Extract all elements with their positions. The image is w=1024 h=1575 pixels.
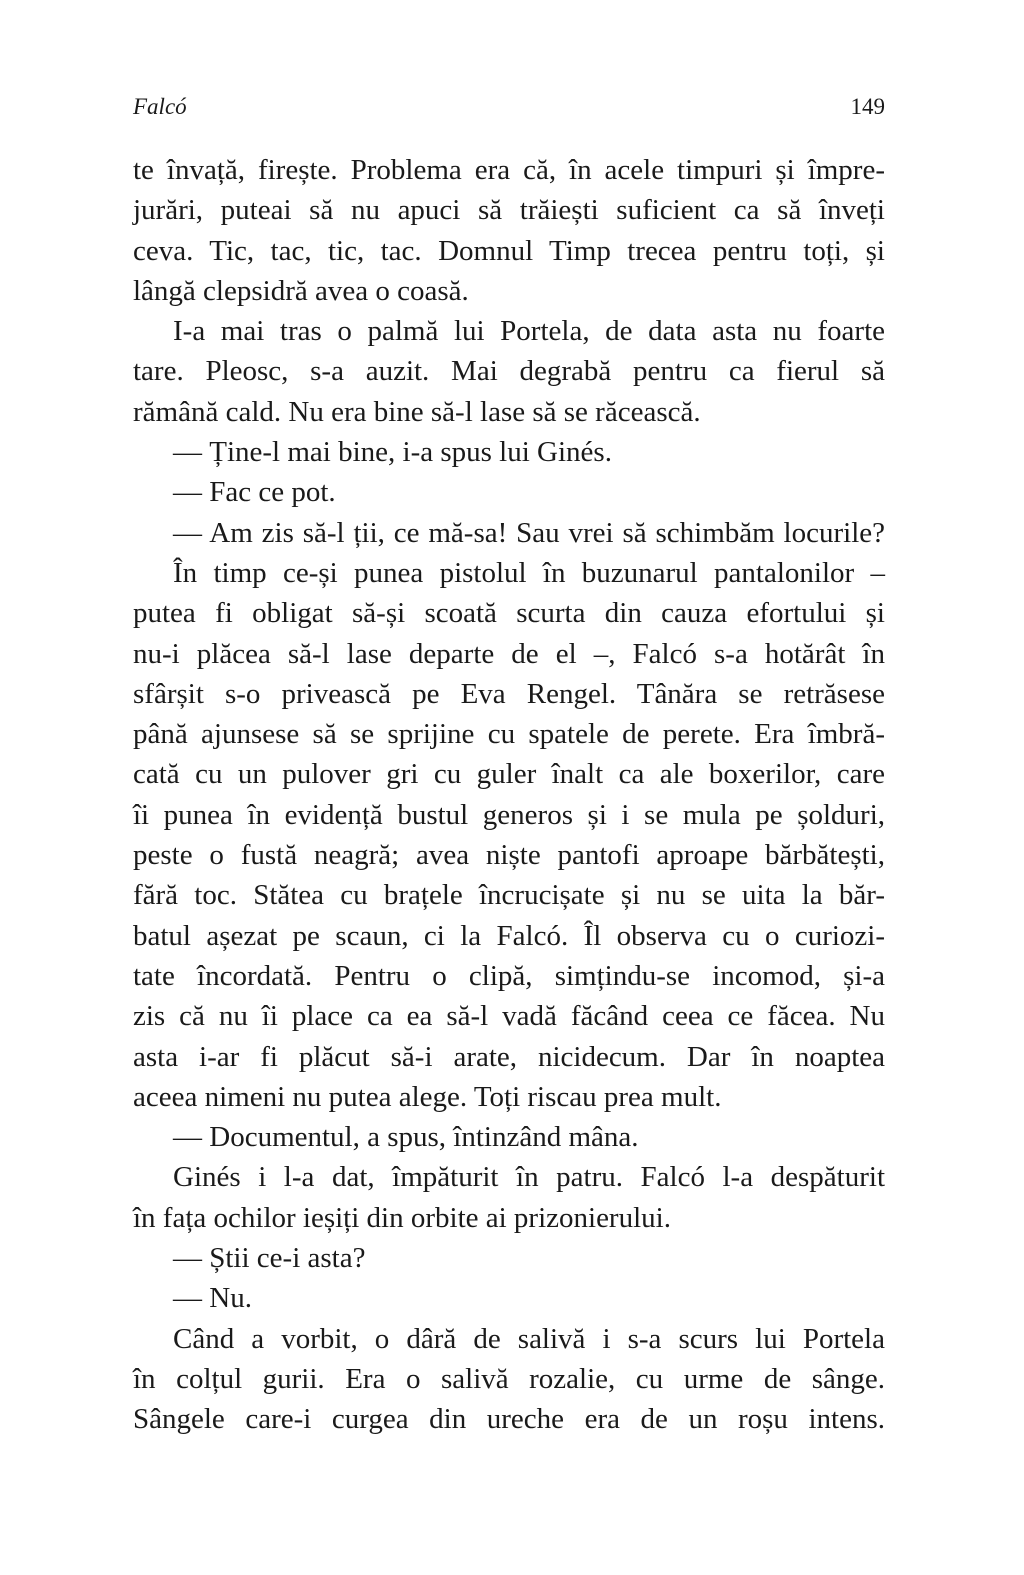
paragraph — [133, 553, 885, 1117]
paragraph — [133, 1238, 885, 1278]
page-number: 149 — [850, 94, 885, 119]
text-line: În timp ce-și punea pistolul în buzunarul pantalonilor – — [173, 556, 885, 589]
text-line: peste o fustă neagră; avea niște pantofi aproape bărbătești, — [133, 839, 885, 872]
text-line: lângă clepsidră avea o coasă. — [133, 274, 469, 307]
paragraph — [133, 311, 885, 432]
text-line: tare. Pleosc, s-a auzit. Mai degrabă pentru ca fierul să — [133, 355, 885, 388]
text-line: nu-i plăcea să-l lase departe de el –, Falcó s-a hotărât în — [133, 637, 885, 670]
paragraph — [133, 1117, 885, 1157]
text-line: aceea nimeni nu putea alege. Toți riscau prea mult. — [133, 1080, 722, 1113]
text-line: — Fac ce pot. — [173, 476, 336, 509]
text-line: zis că nu îi place ca ea să-l vadă făcând ceea ce făcea. Nu — [133, 1000, 885, 1033]
running-header — [133, 94, 885, 126]
text-line: — Nu. — [173, 1282, 252, 1315]
paragraph — [133, 150, 885, 311]
text-line: asta i-ar fi plăcut să-i arate, nicidecum. Dar în noaptea — [133, 1040, 885, 1073]
text-line: fără toc. Stătea cu brațele încrucișate și nu se uita la băr- — [133, 879, 885, 912]
text-line: Sângele care-i curgea din ureche era de un roșu intens. — [133, 1403, 885, 1436]
text-line: — Documentul, a spus, întinzând mâna. — [173, 1121, 639, 1154]
text-line: — Am zis să-l ții, ce mă-sa! Sau vrei să schimbăm locurile? — [173, 516, 885, 549]
paragraph — [133, 1319, 885, 1440]
text-line: cată cu un pulover gri cu guler înalt ca ale boxerilor, care — [133, 758, 885, 791]
text-line: până ajunsese să se sprijine cu spatele de perete. Era îmbră- — [133, 718, 885, 751]
paragraph — [133, 432, 885, 472]
paragraph — [133, 1278, 885, 1318]
text-line: Ginés i l-a dat, împăturit în patru. Falcó l-a despăturit — [173, 1161, 885, 1194]
text-line: — Știi ce-i asta? — [173, 1242, 366, 1275]
text-line: batul așezat pe scaun, ci la Falcó. Îl observa cu o curiozi- — [133, 919, 885, 952]
text-line: îi punea în evidență bustul generos și i se mula pe șolduri, — [133, 798, 885, 831]
text-line: sfârșit s-o privească pe Eva Rengel. Tânăra se retrăsese — [133, 677, 885, 710]
text-line: Când a vorbit, o dâră de salivă i s-a scurs lui Portela — [173, 1322, 885, 1355]
text-line: în fața ochilor ieșiți din orbite ai prizonierului. — [133, 1201, 671, 1234]
text-line: — Ține-l mai bine, i-a spus lui Ginés. — [173, 436, 612, 469]
text-line: putea fi obligat să-și scoată scurta din cauza efortului și — [133, 597, 885, 630]
text-line: rămână cald. Nu era bine să-l lase să se răcească. — [133, 395, 701, 428]
text-line: jurări, puteai să nu apuci să trăiești suficient ca să înveți — [133, 194, 885, 227]
running-title: Falcó — [133, 94, 187, 119]
body-text — [133, 150, 885, 1440]
text-line: tate încordată. Pentru o clipă, simțindu-se incomod, și-a — [133, 959, 885, 992]
paragraph — [133, 472, 885, 512]
paragraph — [133, 513, 885, 553]
text-line: I-a mai tras o palmă lui Portela, de data asta nu foarte — [173, 315, 885, 348]
paragraph — [133, 1157, 885, 1238]
text-line: în colțul gurii. Era o salivă rozalie, cu urme de sânge. — [133, 1362, 885, 1395]
text-line: ceva. Tic, tac, tic, tac. Domnul Timp trecea pentru toți, și — [133, 234, 885, 267]
text-line: te învață, firește. Problema era că, în acele timpuri și împre- — [133, 154, 885, 186]
